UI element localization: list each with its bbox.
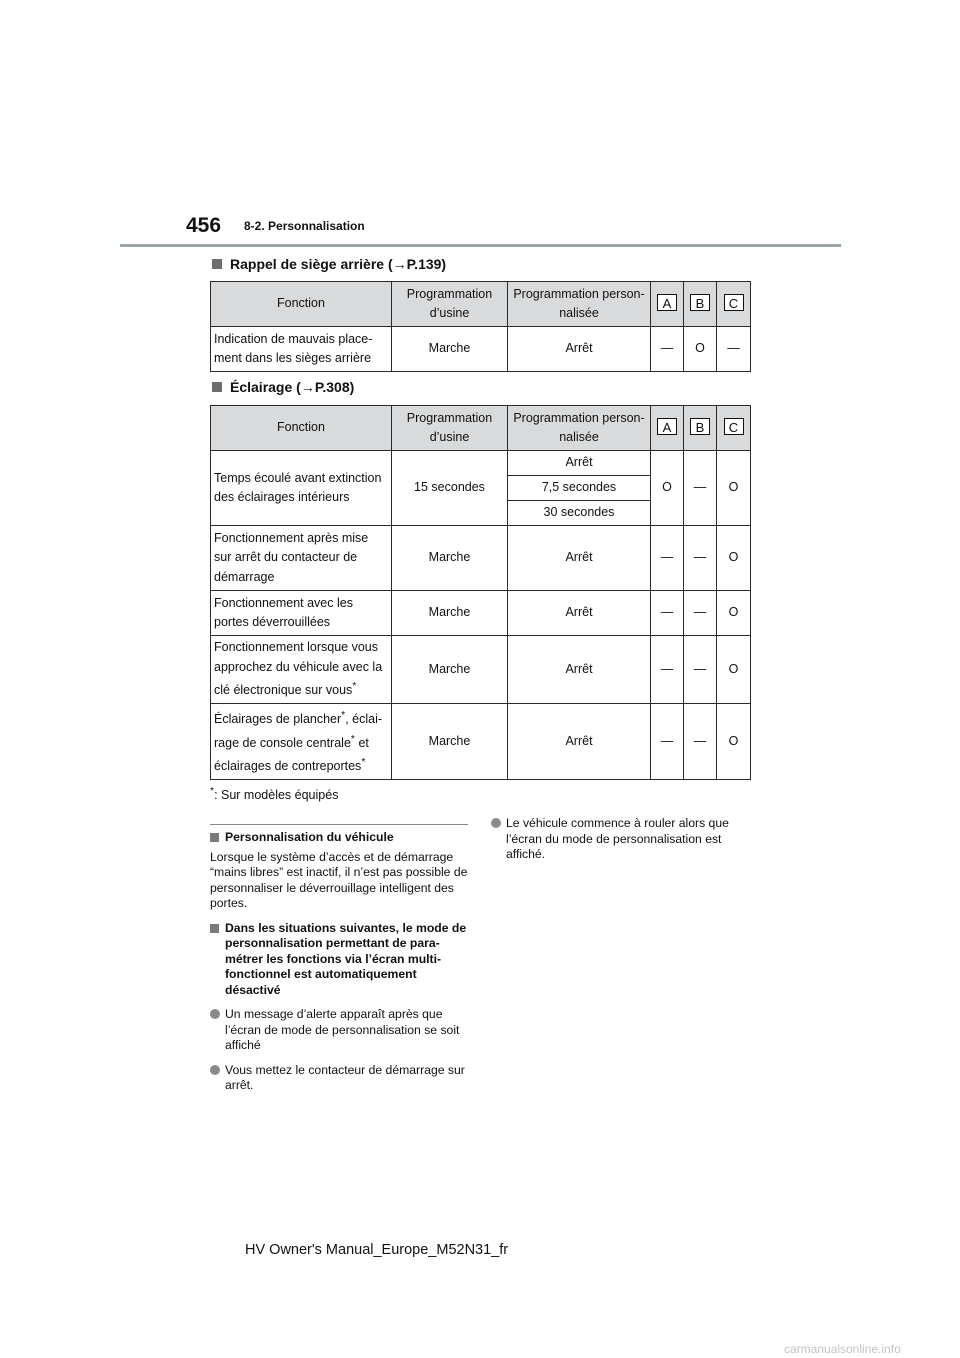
section-title: 8-2. Personnalisation — [244, 219, 365, 233]
col-fonction: Fonction — [211, 406, 392, 451]
table2-heading — [212, 379, 354, 395]
arrow-icon: → — [392, 256, 407, 272]
cell-fonction-text: , éclai-rage de console centrale — [214, 712, 383, 750]
cell-fonction-text: Fonctionnement lorsque vous approchez du véhicule avec la clé électronique sur vous — [214, 640, 383, 698]
note-body: Lorsque le système d’accès et de démarrage “mains libres” est inactif, il n’est pas possible de personnaliser le déverrouillage intelligent des portes. — [210, 849, 468, 910]
cell-c: O — [717, 636, 751, 704]
col-programmation-usine: Programmation d’usine — [392, 406, 508, 451]
table2-title: Éclairage ( — [230, 379, 301, 395]
cell-b: — — [684, 451, 717, 526]
cell-perso-option: 30 secondes — [508, 501, 651, 526]
cell-fonction: Indication de mauvais place-ment dans les sièges arrière — [211, 327, 392, 372]
col-a — [651, 282, 684, 327]
col-fonction: Fonction — [211, 282, 392, 327]
cell-a: — — [651, 636, 684, 704]
bullet-dot-icon — [210, 1065, 220, 1075]
notes-divider — [210, 824, 468, 825]
cell-b: — — [684, 704, 717, 780]
cell-c: O — [717, 526, 751, 591]
col-b-label: B — [690, 294, 710, 311]
cell-fonction — [211, 636, 392, 704]
square-bullet-icon — [212, 382, 222, 392]
list-item — [491, 816, 753, 863]
cell-c: O — [717, 591, 751, 636]
cell-usine: 15 secondes — [392, 451, 508, 526]
cell-b: — — [684, 636, 717, 704]
table-row — [211, 526, 751, 591]
cell-fonction: Temps écoulé avant extinction des éclairages intérieurs — [211, 451, 392, 526]
square-bullet-icon — [210, 924, 219, 933]
col-c-label: C — [724, 294, 744, 311]
table1-page-ref: P.139) — [406, 256, 447, 272]
cell-b: — — [684, 526, 717, 591]
header-divider — [120, 244, 841, 247]
notes-right — [491, 816, 753, 863]
footnote-star: * — [361, 757, 366, 769]
cell-usine: Marche — [392, 704, 508, 780]
square-bullet-icon — [210, 833, 219, 842]
col-programmation-usine: Programmation d’usine — [392, 282, 508, 327]
cell-fonction: Fonctionnement avec les portes déverrouillées — [211, 591, 392, 636]
cell-fonction-text: et éclairages de contreportes — [214, 735, 369, 774]
note-title-personnalisation: Personnalisation du véhicule — [225, 830, 394, 844]
watermark: carmanualsonline.info — [784, 1342, 901, 1356]
list-item — [210, 1007, 470, 1054]
cell-perso: Arrêt — [508, 704, 651, 780]
cell-usine: Marche — [392, 591, 508, 636]
col-b-label: B — [690, 418, 710, 435]
cell-c: O — [717, 704, 751, 780]
cell-perso: Arrêt — [508, 327, 651, 372]
square-bullet-icon — [212, 259, 222, 269]
bullet-text: Un message d’alerte apparaît après que l’écran de mode de personnalisation se soit affiché — [225, 1007, 460, 1052]
cell-usine: Marche — [392, 526, 508, 591]
cell-perso: Arrêt — [508, 636, 651, 704]
table-row — [211, 327, 751, 372]
table-row — [211, 451, 751, 476]
table2-page-ref: P.308) — [314, 379, 355, 395]
bullet-text: Vous mettez le contacteur de démarrage sur arrêt. — [225, 1062, 465, 1092]
col-b — [684, 406, 717, 451]
cell-usine: Marche — [392, 327, 508, 372]
col-c — [717, 282, 751, 327]
cell-b: — — [684, 591, 717, 636]
cell-perso-option: Arrêt — [508, 451, 651, 476]
footnote-star: * — [210, 786, 215, 797]
cell-fonction — [211, 704, 392, 780]
cell-c: O — [717, 451, 751, 526]
footnote — [210, 786, 338, 802]
table-row — [211, 704, 751, 780]
cell-a: — — [651, 591, 684, 636]
table-row — [211, 591, 751, 636]
table1-title: Rappel de siège arrière ( — [230, 256, 393, 272]
cell-a: — — [651, 704, 684, 780]
col-a-label: A — [657, 418, 677, 435]
col-programmation-personnalisee: Programmation person-nalisée — [508, 282, 651, 327]
note-heading — [210, 921, 470, 999]
note-title-situations: Dans les situations suivantes, le mode de personnalisation permettant de para-métrer les fonctions via l’écran multi-fonctionnel est automatiquement désactivé — [225, 920, 467, 997]
lighting-table — [210, 405, 751, 780]
cell-a: O — [651, 451, 684, 526]
cell-a: — — [651, 526, 684, 591]
cell-perso: Arrêt — [508, 591, 651, 636]
cell-fonction-text: Éclairages de plancher — [214, 712, 342, 727]
table-row — [211, 636, 751, 704]
col-b — [684, 282, 717, 327]
footnote-star: * — [352, 681, 357, 693]
list-item — [210, 1063, 470, 1094]
bullet-text: Le véhicule commence à rouler alors que l’écran du mode de personnalisation est affiché. — [506, 816, 729, 861]
col-c — [717, 406, 751, 451]
cell-b: O — [684, 327, 717, 372]
arrow-icon: → — [300, 379, 315, 395]
table1-heading — [212, 256, 446, 272]
cell-perso-option: 7,5 secondes — [508, 476, 651, 501]
footnote-text: : Sur modèles équipés — [214, 788, 339, 803]
cell-fonction: Fonctionnement après mise sur arrêt du contacteur de démarrage — [211, 526, 392, 591]
cell-perso: Arrêt — [508, 526, 651, 591]
col-a-label: A — [657, 294, 677, 311]
cell-usine: Marche — [392, 636, 508, 704]
footer-text: HV Owner's Manual_Europe_M52N31_fr — [245, 1242, 509, 1258]
footnote-star: * — [341, 710, 346, 721]
bullet-dot-icon — [491, 818, 501, 828]
footnote-star: * — [350, 733, 355, 745]
cell-a: — — [651, 327, 684, 372]
page-number: 456 — [186, 214, 222, 237]
cell-c: — — [717, 327, 751, 372]
note-heading — [210, 830, 470, 846]
rear-seat-reminder-table — [210, 281, 751, 372]
col-programmation-personnalisee: Programmation person-nalisée — [508, 406, 651, 451]
col-c-label: C — [724, 418, 744, 435]
notes-left — [210, 830, 470, 1094]
col-a — [651, 406, 684, 451]
bullet-dot-icon — [210, 1009, 220, 1019]
